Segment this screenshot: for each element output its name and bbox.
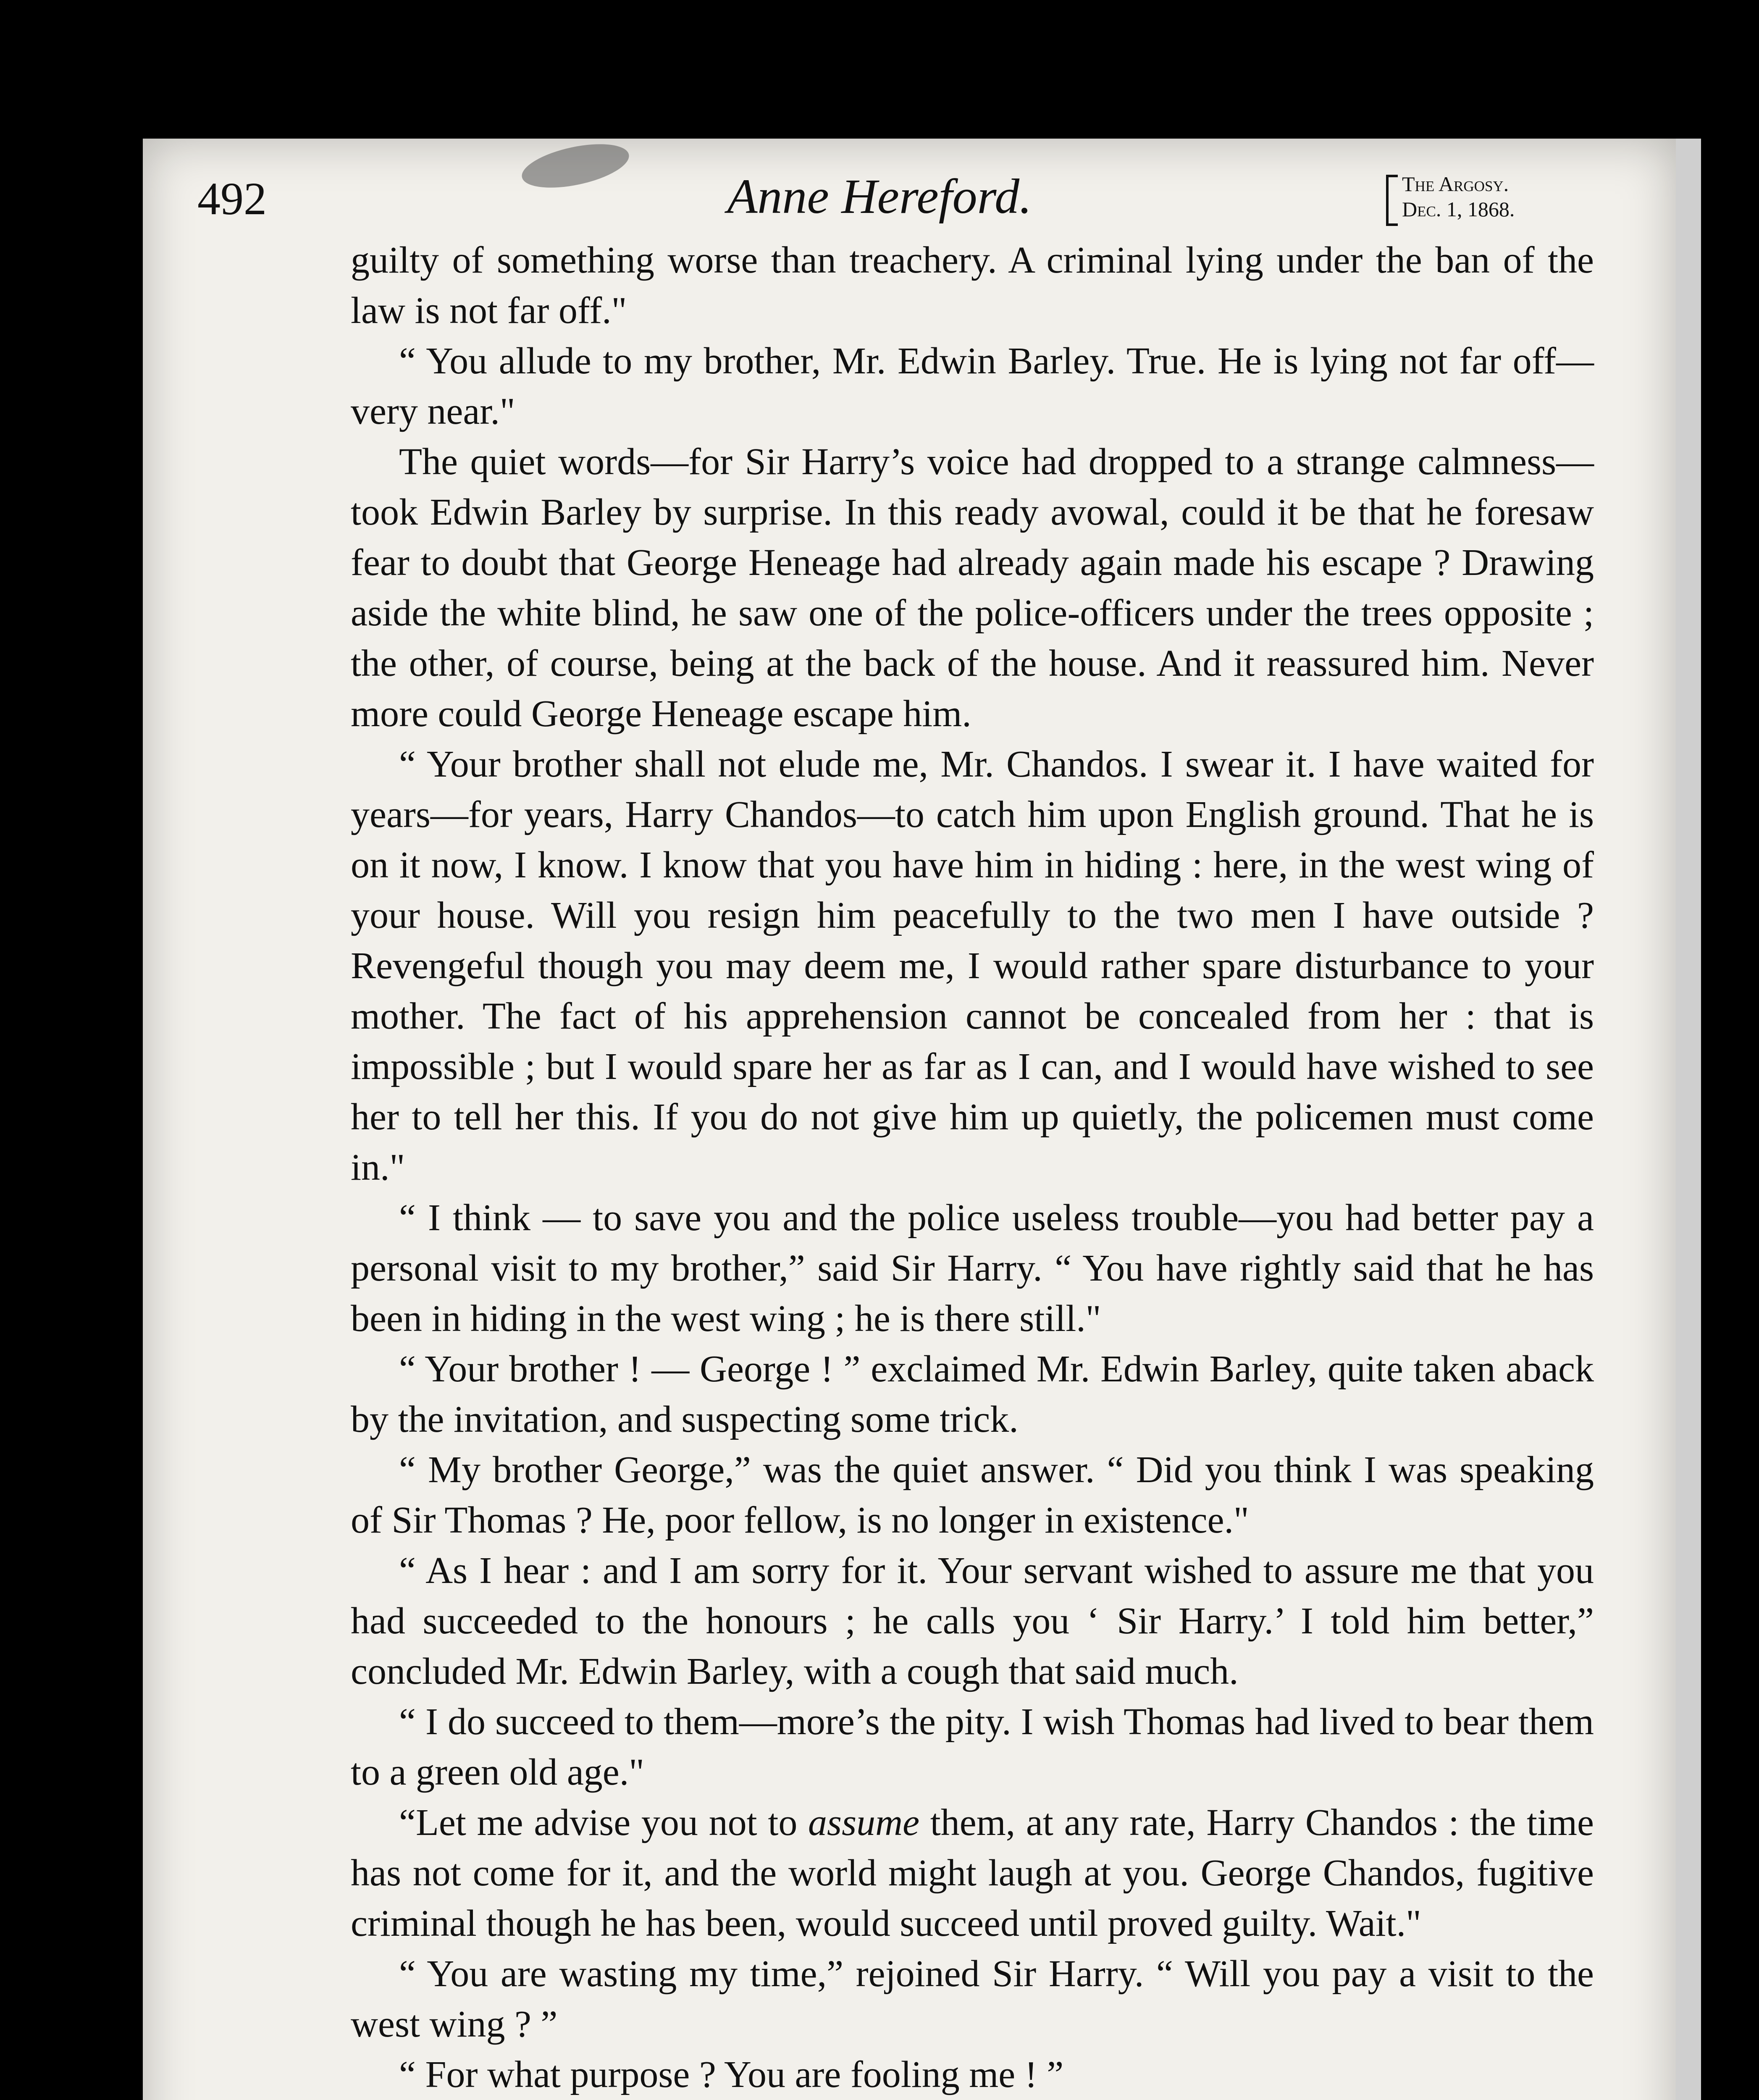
paragraph: “ For what purpose ? You are fooling me ! ” [399,2054,1064,2095]
emphasis-text: assume [808,1802,920,1843]
paragraph [351,1798,1594,1949]
paragraph: guilty of something worse than treachery. A criminal lying under the ban of the law is not far off." [351,239,1594,331]
source-publication: The Argosy. [1402,172,1509,196]
paragraph-text: them, at any rate, Harry Chandos : the time has not come for it, and the world might laugh at you. George Chandos, fugitive criminal though he has been, would succeed until proved guilty. Wait." [351,1802,1594,1944]
paragraph: “ You are wasting my time,” rejoined Sir Harry. “ Will you pay a visit to the west wing ? ” [351,1953,1594,2045]
paragraph: “ My brother George,” was the quiet answer. “ Did you think I was speaking of Sir Thomas ? He, poor fellow, is no longer in existence." [351,1449,1594,1541]
paragraph: “ Your brother shall not elude me, Mr. Chandos. I swear it. I have waited for years—for years, Harry Chandos—to catch him upon English ground. That he is on it now, I know. I know that you have him in hiding : here, in the west wing of your house. Will you resign him peacefully to the two men I have outside ? Revengeful though you may deem me, I would rather spare disturbance to your mother. The fact of his apprehension cannot be concealed from her : that is impossible ; but I would spare her as far as I can, and I would have wished to see her to tell her this. If you do not give him up quietly, the policemen must come in." [351,743,1594,1188]
paragraph: The quiet words—for Sir Harry’s voice had dropped to a strange calmness—took Edwin Barley by surprise. In this ready avowal, could it be that he foresaw fear to doubt that George Heneage had already again made his escape ? Drawing aside the white blind, he saw one of the police-officers under the trees opposite ; the other, of course, being at the back of the house. And it reassured him. Never more could George Heneage escape him. [351,441,1594,735]
page-number: 492 [197,173,267,224]
source-citation [1386,171,1515,222]
paragraph: “ As I hear : and I am sorry for it. Your servant wished to assure me that you had succeeded to the honours ; he calls you ‘ Sir Harry.’ I told him better,” concluded Mr. Edwin Barley, with a cough that said much. [351,1550,1594,1692]
body-text [351,235,1594,2100]
paragraph-text: “Let me advise you not to [399,1802,809,1843]
source-date: Dec. 1, 1868. [1402,197,1515,221]
paragraph: “ Your brother ! — George ! ” exclaimed Mr. Edwin Barley, quite taken aback by the invitation, and suspecting some trick. [351,1348,1594,1440]
running-header [0,164,1759,231]
facing-page-edge [1676,139,1701,2100]
running-title: Anne Hereford. [727,169,1032,224]
paragraph: “ I do succeed to them—more’s the pity. I wish Thomas had lived to bear them to a green old age." [351,1701,1594,1793]
paragraph: “ I think — to save you and the police useless trouble—you had better pay a personal visit to my brother,” said Sir Harry. “ You have rightly said that he has been in hiding in the west wing ; he is there still." [351,1197,1594,1339]
paragraph: “ You allude to my brother, Mr. Edwin Barley. True. He is lying not far off—very near." [351,340,1594,432]
